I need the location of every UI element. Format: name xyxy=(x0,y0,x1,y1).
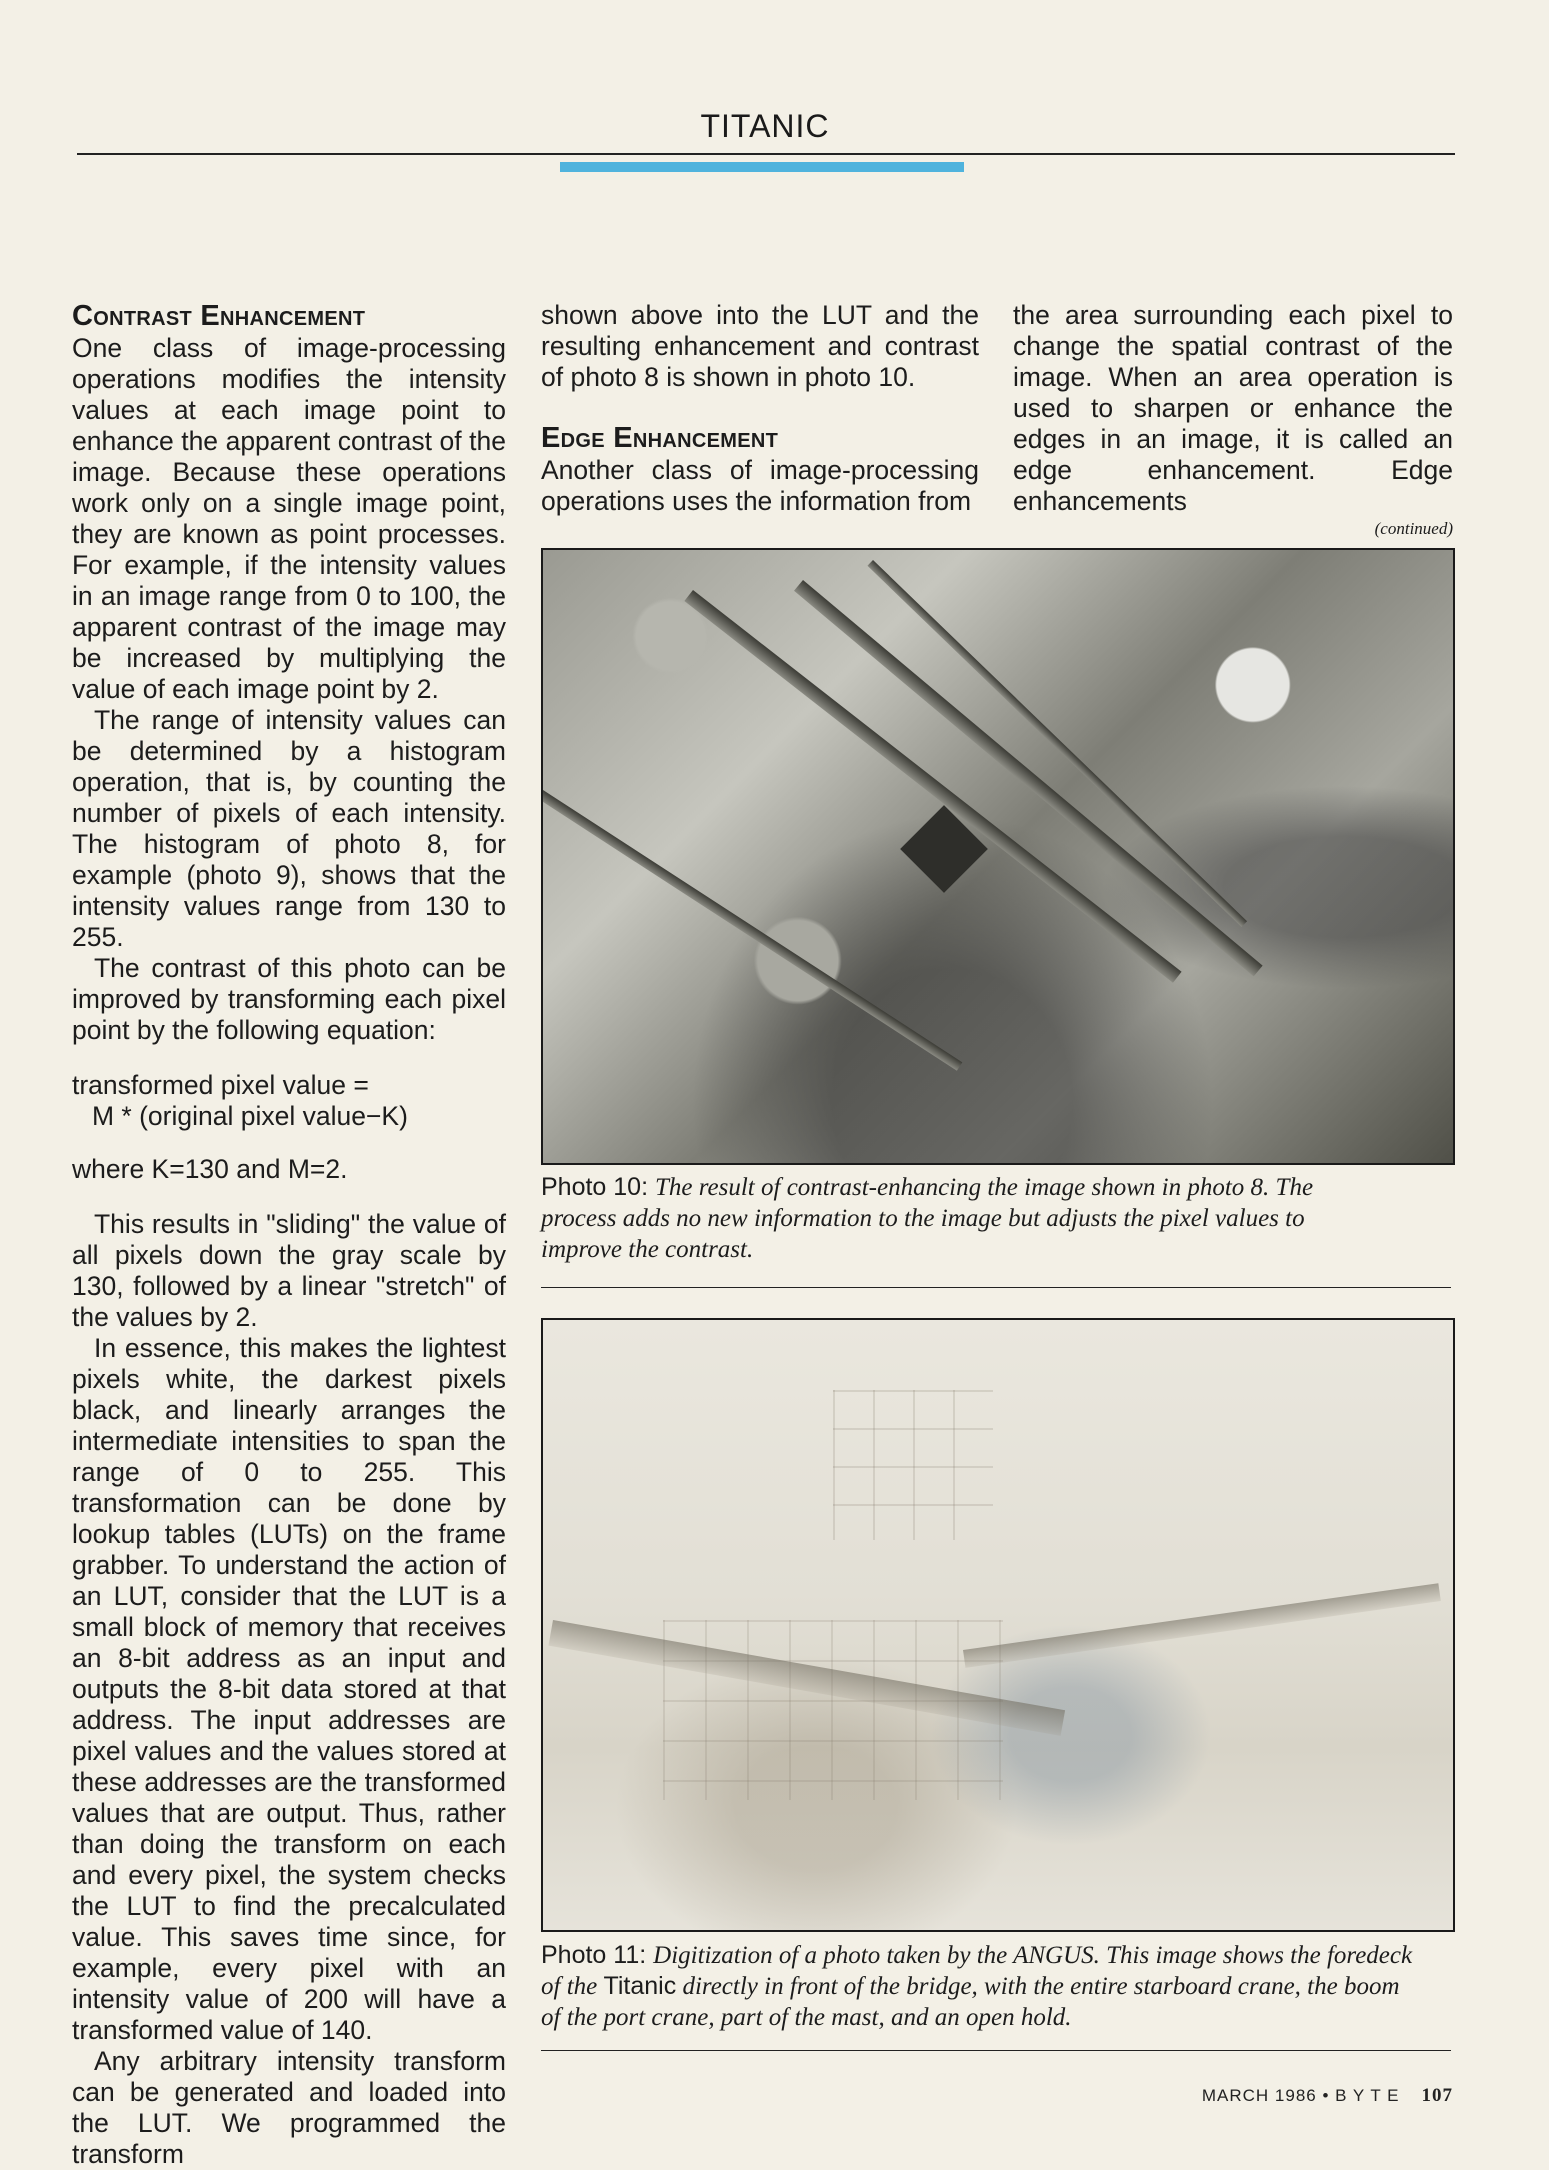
page-number: 107 xyxy=(1421,2085,1453,2106)
continued-note: (continued) xyxy=(1374,519,1453,538)
photo-11-caption-text: Digitization of a photo taken by the ANGUS. This image shows the foredeck of the xyxy=(541,1942,1413,2000)
paragraph: One class of image-processing operations modifies the intensity values at each image point to enhance the apparent contrast of the image. Because these operations work only on a single image point, they are known as point processes. For example, if the intensity values in an image range from 0 to 100, the apparent contrast of the image may be increased by multiplying the value of each image point by 2. xyxy=(72,333,506,704)
accent-bar xyxy=(560,162,964,172)
paragraph: The contrast of this photo can be improved by transforming each pixel point by the following equation: xyxy=(72,953,506,1045)
header-rule xyxy=(77,153,1455,155)
photo-10-label: Photo 10: xyxy=(541,1173,649,1201)
running-head: TITANIC xyxy=(700,108,830,144)
issue-info: MARCH 1986 • B Y T E xyxy=(1201,2086,1400,2105)
paragraph: Another class of image-processing operations uses the information from xyxy=(541,455,979,516)
paragraph: This results in "sliding" the value of all pixels down the gray scale by 130, followed by a linear "stretch" of the values by 2. xyxy=(72,1209,506,1332)
equation-constants: where K=130 and M=2. xyxy=(72,1154,348,1184)
paragraph: Any arbitrary intensity transform can be generated and loaded into the LUT. We programmed the transform xyxy=(72,2046,506,2169)
paragraph: In essence, this makes the lightest pixels white, the darkest pixels black, and linearly arranges the intermediate intensities to span the range of 0 to 255. This transformation can be done by lookup tables (LUTs) on the frame grabber. To understand the action of an LUT, consider that the LUT is a small block of memory that receives an 8-bit address as an input and outputs the 8-bit data stored at that address. The input addresses are pixel values and the values stored at these addresses are the transformed values that are output. Thus, rather than doing the transform on each and every pixel, the system checks the LUT to find the precalculated value. This saves time since, for example, every pixel with an intensity value of 200 will have a transformed value of 140. xyxy=(72,1333,506,2045)
page-footer xyxy=(1202,2085,1453,2107)
column-1 xyxy=(72,300,506,2170)
column-3 xyxy=(1013,300,1453,541)
paragraph: The range of intensity values can be determined by a histogram operation, that is, by counting the number of pixels of each intensity. The histogram of photo 8, for example (photo 9), shows that the intensity values range from 130 to 255. xyxy=(72,705,506,952)
section-heading-edge: Edge Enhancement xyxy=(541,422,779,454)
caption-rule xyxy=(541,1287,1451,1288)
equation xyxy=(72,1070,506,1132)
photo-10-caption-text: The result of contrast-enhancing the image shown in photo 8. The process adds no new information to the image but adjusts the pixel values to improve the contrast. xyxy=(541,1174,1314,1263)
ship-name: Titanic xyxy=(603,1972,677,2000)
caption-rule xyxy=(541,2050,1451,2051)
photo-11-caption xyxy=(541,1940,1421,2033)
photo-10-caption xyxy=(541,1172,1361,1265)
equation-line: M * (original pixel value−K) xyxy=(92,1101,408,1131)
column-2 xyxy=(541,300,979,517)
paragraph: the area surrounding each pixel to change the spatial contrast of the image. When an area operation is used to sharpen or enhance the edges in an image, it is called an edge enhancement. Edge enhancements xyxy=(1013,300,1453,516)
equation-line: transformed pixel value = xyxy=(72,1070,369,1100)
photo-11-image xyxy=(541,1318,1455,1932)
paragraph: shown above into the LUT and the resulting enhancement and contrast of photo 8 is shown in photo 10. xyxy=(541,300,979,392)
section-heading-contrast: Contrast Enhancement xyxy=(72,300,366,332)
photo-11-label: Photo 11: xyxy=(541,1941,647,1969)
photo-10-image xyxy=(541,548,1455,1165)
photo-11-caption-text: directly in front of the bridge, with the entire starboard crane, the boom of the port crane, part of the mast, and an open hold. xyxy=(541,1973,1400,2031)
